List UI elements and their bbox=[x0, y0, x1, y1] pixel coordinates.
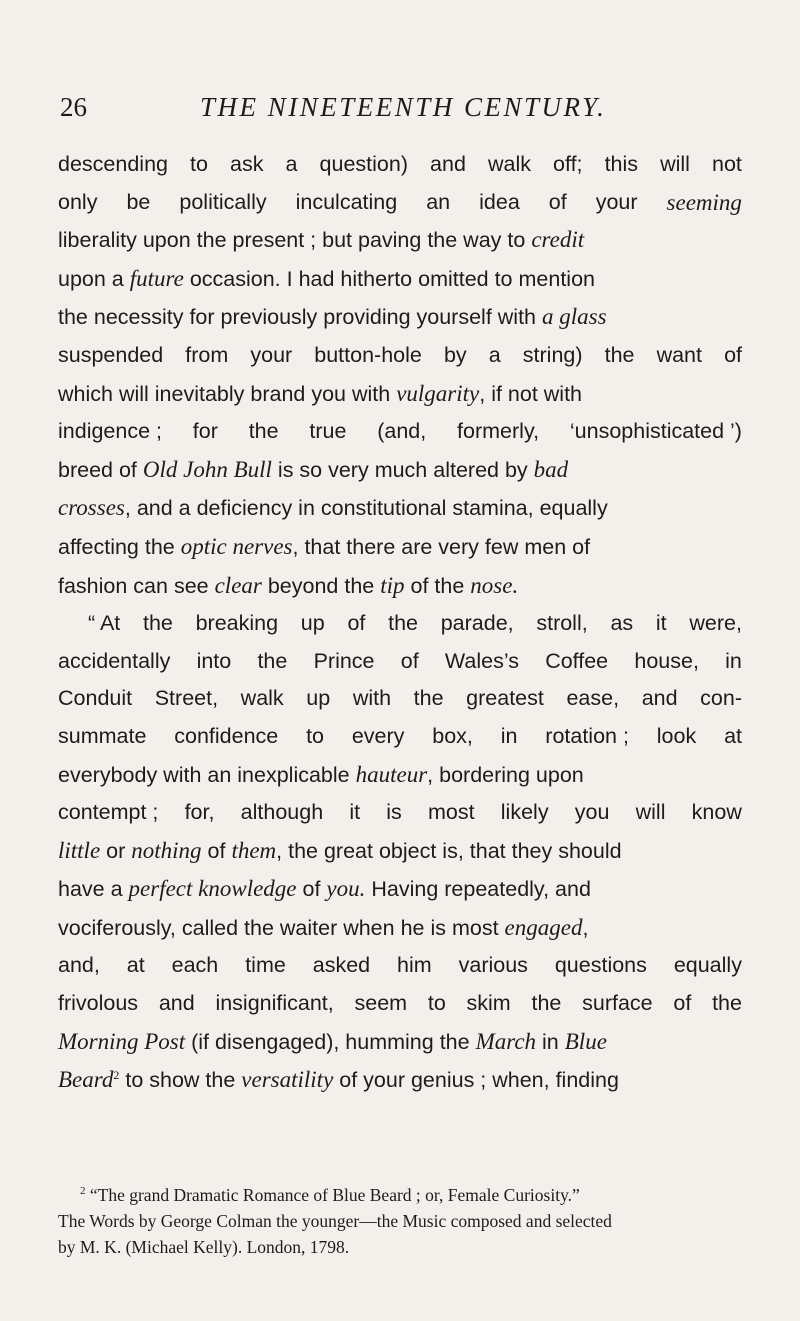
text-line: have a perfect knowledge of you. Having repeatedly, and bbox=[58, 876, 591, 902]
word: parade, bbox=[440, 611, 514, 636]
word: is bbox=[386, 800, 402, 825]
word: as bbox=[610, 611, 634, 636]
word: true bbox=[309, 419, 347, 444]
word: the bbox=[531, 991, 562, 1016]
word: the bbox=[712, 991, 742, 1016]
word: with bbox=[352, 686, 392, 711]
word: in bbox=[500, 723, 518, 748]
word: “ At bbox=[88, 611, 121, 636]
word: greatest bbox=[466, 686, 544, 711]
word: button-hole bbox=[314, 342, 422, 367]
footnote-line: $^2$ “The grand Dramatic Romance of Blue Beard ; or, Female Curiosity.” bbox=[80, 1185, 580, 1205]
text-line bbox=[58, 643, 742, 681]
word: Prince bbox=[313, 648, 375, 673]
word: your bbox=[595, 189, 638, 214]
word: it bbox=[349, 800, 361, 825]
word: although bbox=[240, 800, 324, 825]
word: a bbox=[285, 152, 298, 176]
word: off; bbox=[553, 152, 583, 176]
word: summate bbox=[58, 723, 147, 748]
word: inculcating bbox=[295, 189, 398, 214]
word: to bbox=[190, 152, 208, 176]
text-line bbox=[58, 146, 742, 184]
word: want bbox=[656, 342, 702, 367]
word: of bbox=[724, 342, 742, 367]
page-header bbox=[60, 92, 740, 132]
word: for bbox=[192, 419, 218, 444]
word: descending bbox=[58, 152, 168, 176]
text-line: breed of Old John Bull is so very much altered by bad bbox=[58, 456, 569, 482]
word: walk bbox=[487, 152, 531, 176]
word: an bbox=[426, 189, 451, 214]
text-line: affecting the optic nerves, that there are very few men of bbox=[58, 533, 591, 559]
word: surface bbox=[582, 991, 653, 1016]
word: the bbox=[257, 648, 288, 673]
text-line bbox=[58, 947, 742, 985]
word: the bbox=[248, 419, 279, 444]
word: breaking bbox=[195, 611, 279, 636]
word: at bbox=[126, 953, 145, 978]
text-line bbox=[58, 794, 742, 832]
text-line: upon a future occasion. I had hitherto omitted to mention bbox=[58, 265, 595, 291]
word: rotation ; bbox=[545, 723, 629, 748]
word: contempt ; bbox=[58, 800, 159, 825]
word: each bbox=[171, 953, 219, 978]
word: questions bbox=[554, 953, 647, 978]
word: and, bbox=[58, 953, 100, 978]
word: the bbox=[604, 342, 635, 367]
word: be bbox=[126, 189, 151, 214]
body-text bbox=[58, 146, 742, 1100]
word: ease, bbox=[566, 686, 620, 711]
word: the bbox=[142, 611, 173, 636]
text-line bbox=[58, 413, 742, 451]
word: of bbox=[347, 611, 366, 636]
word: and bbox=[641, 686, 678, 711]
word: of bbox=[400, 648, 419, 673]
word: string) bbox=[522, 342, 583, 367]
text-line bbox=[58, 718, 742, 756]
word: insignificant, bbox=[215, 991, 334, 1016]
text-line: only be politically inculcating an idea of your seeming bbox=[58, 184, 742, 222]
word: a bbox=[488, 342, 501, 367]
word: likely bbox=[500, 800, 549, 825]
text-line bbox=[58, 680, 742, 718]
text-line: which will inevitably brand you with vulgarity, if not with bbox=[58, 380, 583, 406]
word: house, bbox=[634, 648, 699, 673]
word: skim bbox=[466, 991, 511, 1016]
word: him bbox=[397, 953, 432, 978]
word: from bbox=[185, 342, 229, 367]
word: idea bbox=[479, 189, 520, 214]
word: ‘unsophisticated ’) bbox=[569, 419, 742, 444]
word: to bbox=[306, 723, 325, 748]
text-line: Beard$^2$ to show the versatility of your genius ; when, finding bbox=[58, 1067, 619, 1093]
word: this bbox=[604, 152, 639, 176]
word: look bbox=[656, 723, 697, 748]
text-line: Morning Post (if disengaged), humming the March in Blue bbox=[58, 1028, 607, 1054]
word: confidence bbox=[174, 723, 279, 748]
word: Conduit bbox=[58, 686, 133, 711]
running-head: THE NINETEENTH CENTURY. bbox=[200, 92, 607, 122]
footnote bbox=[58, 1182, 742, 1260]
word: will bbox=[635, 800, 666, 825]
word: you bbox=[574, 800, 610, 825]
word: every bbox=[351, 723, 405, 748]
word: by bbox=[443, 342, 467, 367]
word: your bbox=[250, 342, 293, 367]
text-line: vociferously, called the waiter when he is most engaged, bbox=[58, 914, 589, 940]
word: stroll, bbox=[536, 611, 588, 636]
word: box, bbox=[432, 723, 473, 748]
text-line: liberality upon the present ; but paving the way to credit bbox=[58, 227, 585, 253]
word: time bbox=[245, 953, 286, 978]
word: in bbox=[725, 648, 742, 673]
word: only bbox=[58, 189, 98, 214]
word: at bbox=[724, 723, 742, 748]
word: politically bbox=[179, 189, 267, 214]
word: of bbox=[673, 991, 692, 1016]
word: Wales’s bbox=[444, 648, 519, 673]
page-number: 26 bbox=[60, 92, 87, 122]
word: and bbox=[158, 991, 195, 1016]
word: Street, bbox=[154, 686, 219, 711]
word: accidentally bbox=[58, 648, 171, 673]
word: it bbox=[655, 611, 667, 636]
word: to bbox=[427, 991, 446, 1016]
footnote-line: by M. K. (Michael Kelly). London, 1798. bbox=[58, 1237, 350, 1257]
word: up bbox=[300, 611, 325, 636]
word: formerly, bbox=[457, 419, 540, 444]
text-line: everybody with an inexplicable hauteur, bordering upon bbox=[58, 761, 584, 787]
word: not bbox=[712, 152, 742, 176]
word: question) bbox=[319, 152, 408, 176]
word: seem bbox=[354, 991, 408, 1016]
text-line bbox=[58, 605, 742, 643]
footnote-ref: 2 bbox=[113, 1068, 120, 1083]
word: and bbox=[430, 152, 466, 176]
word: were, bbox=[689, 611, 742, 636]
word: ask bbox=[230, 152, 264, 176]
word: walk bbox=[240, 686, 284, 711]
word: the bbox=[388, 611, 418, 636]
word: indigence ; bbox=[58, 419, 162, 444]
word: into bbox=[196, 648, 232, 673]
text-line: little or nothing of them, the great object is, that they should bbox=[58, 837, 622, 863]
text-line: the necessity for previously providing yourself with a glass bbox=[58, 304, 607, 330]
word: con- bbox=[700, 686, 742, 711]
word: for, bbox=[184, 800, 215, 825]
word: of bbox=[548, 189, 567, 214]
word: equally bbox=[673, 953, 742, 978]
word: asked bbox=[312, 953, 371, 978]
text-line: fashion can see clear beyond the tip of the nose. bbox=[58, 572, 519, 598]
text-line bbox=[58, 985, 742, 1023]
text-line bbox=[58, 337, 742, 375]
word: know bbox=[691, 800, 742, 825]
word: will bbox=[660, 152, 690, 176]
word: frivolous bbox=[58, 991, 139, 1016]
word: Coffee bbox=[545, 648, 609, 673]
footnote-line: The Words by George Colman the younger—the Music composed and selected bbox=[58, 1211, 612, 1231]
text-line: crosses, and a deficiency in constitutional stamina, equally bbox=[58, 495, 608, 521]
word: the bbox=[413, 686, 444, 711]
word: (and, bbox=[377, 419, 427, 444]
word: most bbox=[428, 800, 475, 825]
word: suspended bbox=[58, 342, 164, 367]
word: up bbox=[306, 686, 331, 711]
word: various bbox=[458, 953, 528, 978]
footnote-marker: 2 bbox=[80, 1185, 86, 1198]
